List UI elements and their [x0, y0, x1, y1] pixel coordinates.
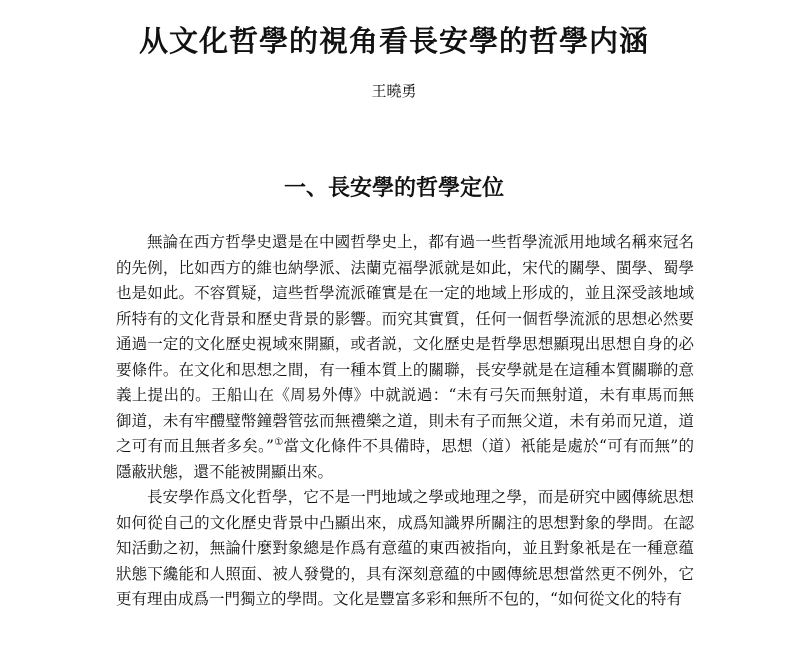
paragraph-2: 長安學作爲文化哲學，它不是一門地域之學或地理之學，而是研究中國傳統思想如何從自己的文化歷史背景中凸顯出來，成爲知識界所關注的思想對象的學問。在認知活動之初，無論什麼對象總是作爲有意蕴的東西被指向，並且對象衹是在一種意蕴狀態下纔能和人照面、被人發覺的，具有深刻意蕴的中國傳統思想當然更不例外，它更有理由成爲一門獨立的學問。文化是豐富多彩和無所不包的，“如何從文化的特有 [116, 488, 694, 608]
document-title: 从文化哲學的視角看長安學的哲學内涵 [138, 24, 649, 58]
paragraph-1 [116, 230, 694, 485]
author-name: 王曉勇 [371, 82, 417, 100]
section-heading: 一、長安學的哲學定位 [283, 175, 504, 201]
paragraph-1-text-continued: 當文化條件不具備時，思想（道）衹能是處於“可有而無”的隱蔽狀態，還不能被開顯出來。 [116, 437, 694, 481]
paragraph-1-text: 無論在西方哲學史還是在中國哲學史上，都有過一些哲學流派用地域名稱來冠名的先例，比如西方的維也納學派、法蘭克福學派就是如此，宋代的關學、閩學、蜀學也是如此。不容質疑，這些哲學流派確實是在一定的地域上形成的，並且深受該地域所特有的文化背景和歷史背景的影響。而究其實質，任何一個哲學流派的思想必然要通過一定的文化歷史視域來開顯，或者説，文化歷史是哲學思想顯現出思想自身的必要條件。在文化和思想之間，有一種本質上的關聯，長安學就是在這種本質關聯的意義上提出的。王船山在《周易外傳》中就説過：“未有弓矢而無射道，未有車馬而無御道，未有牢醴璧幣鐘磬管弦而無禮樂之道，則未有子而無父道，未有弟而兄道，道之可有而且無者多矣。” [116, 233, 694, 455]
footnote-ref[interactable]: ① [273, 436, 284, 448]
body-text [116, 230, 694, 613]
